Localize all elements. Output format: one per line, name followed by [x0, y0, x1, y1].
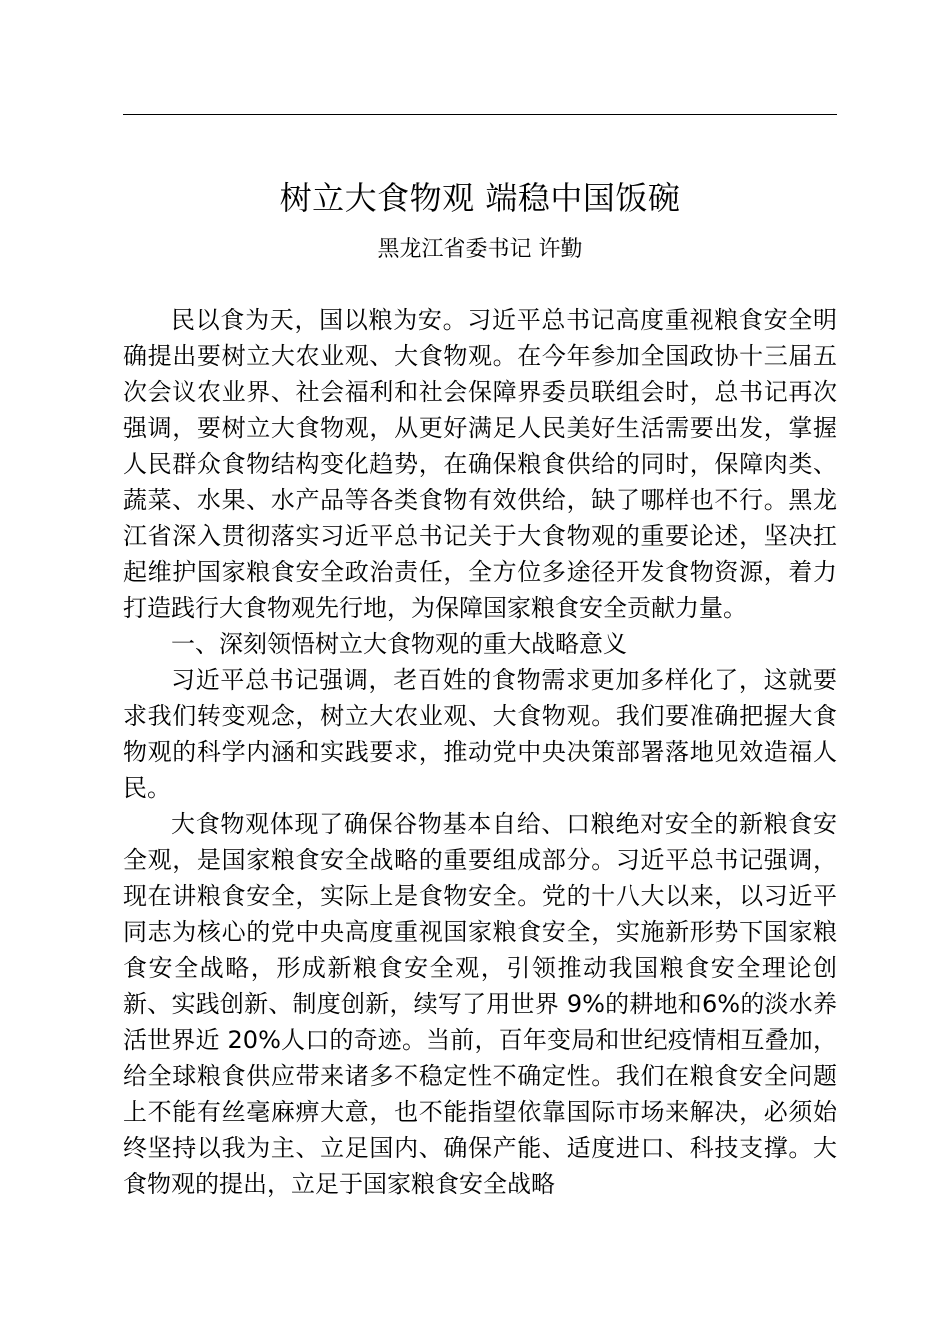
section-heading: 一、深刻领悟树立大食物观的重大战略意义 — [171, 630, 627, 658]
document-author: 黑龙江省委书记 许勤 — [377, 237, 583, 262]
section-paragraph-1: 习近平总书记强调，老百姓的食物需求更加多样化了，这就要求我们转变观念，树立大农业观、大食物观。我们要准确把握大食物观的科学内涵和实践要求，推动党中央决策部署落地见效造福人民。 — [123, 666, 837, 802]
document-title: 树立大食物观 端稳中国饭碗 — [279, 179, 681, 217]
document-body — [123, 302, 837, 1202]
header-rule — [123, 114, 837, 115]
intro-paragraph: 民以食为天，国以粮为安。习近平总书记高度重视粮食安全明确提出要树立大农业观、大食物观。在今年参加全国政协十三届五次会议农业界、社会福利和社会保障界委员联组会时，总书记再次强调，要树立大食物观，从更好满足人民美好生活需要出发，掌握人民群众食物结构变化趋势，在确保粮食供给的同时，保障肉类、蔬菜、水果、水产品等各类食物有效供给，缺了哪样也不行。黑龙江省深入贯彻落实习近平总书记关于大食物观的重要论述，坚决扛起维护国家粮食安全政治责任，全方位多途径开发食物资源，着力打造践行大食物观先行地，为保障国家粮食安全贡献力量。 — [123, 306, 837, 622]
section-paragraph-2: 大食物观体现了确保谷物基本自给、口粮绝对安全的新粮食安全观，是国家粮食安全战略的重要组成部分。习近平总书记强调，现在讲粮食安全，实际上是食物安全。党的十八大以来，以习近平同志为核心的党中央高度重视国家粮食安全，实施新形势下国家粮食安全战略，形成新粮食安全观，引领推动我国粮食安全理论创新、实践创新、制度创新，续写了用世界 9%的耕地和6%的淡水养活世界近 20%人口的奇迹。当前，百年变局和世纪疫情相互叠加，给全球粮食供应带来诸多不稳定性不确定性。我们在粮食安全问题上不能有丝毫麻痹大意，也不能指望依靠国际市场来解决，必须始终坚持以我为主、立足国内、确保产能、适度进口、科技支撑。大食物观的提出，立足于国家粮食安全战略 — [123, 810, 837, 1198]
